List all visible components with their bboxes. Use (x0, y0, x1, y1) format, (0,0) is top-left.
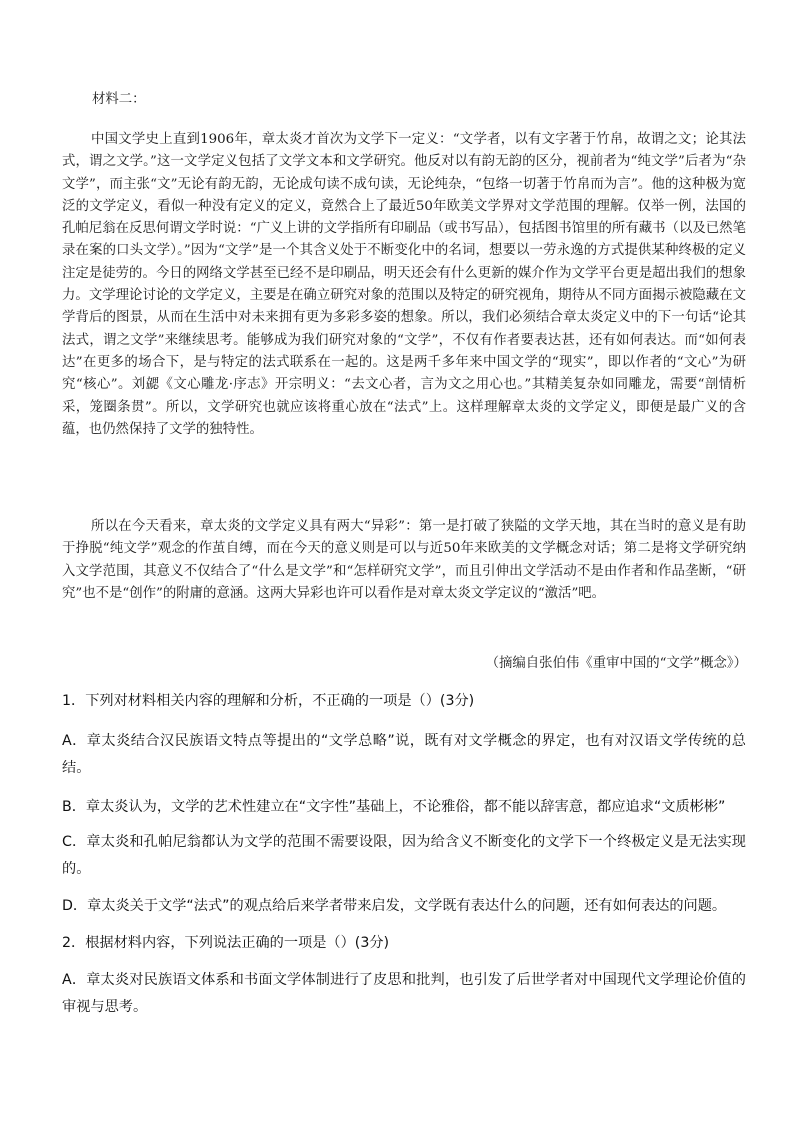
question-2-option-a: A．章太炎对民族语文体系和书面文学体制进行了皮思和批判，也引发了后世学者对中国现代文学理论价值的审视与思考。 (62, 972, 746, 1015)
material-paragraph-1: 中国文学史上直到1906年，章太炎才首次为文学下一定义：“文学者，以有文字著于竹帛，故谓之文；论其法式，谓之文学。”这一文学定义包括了文学文本和文学研究。他反对以有韵无韵的区分，视前者为“纯文学”后者为“杂文学”，而主张“文”无论有韵无韵，无论成句读不成句读，无论纯杂，“包络一切著于竹帛而为言”。他的这种极为宽泛的文学定义，看似一种没有定义的定义，竟然合上了最近50年欧美文学界对文学范围的理解。仅举一例，法国的孔帕尼翁在反思何谓文学时说：“广义上讲的文学指所有印刷品（或书写品），包括图书馆里的所有藏书（以及已然笔录在案的口头文学）。”因为“文学”是一个其含义处于不断变化中的名词，想要以一劳永逸的方式提供某种终极的定义注定是徒劳的。今日的网络文学甚至已经不是印刷品，明天还会有什么更新的媒介作为文学平台更是超出我们的想象力。文学理论讨论的文学定义，主要是在确立研究对象的范围以及特定的研究视角，期待从不同方面揭示被隐藏在文学背后的图景，从而在生活中对未来拥有更为多彩多姿的想象。所以，我们必须结合章太炎定义中的下一句话“论其法式，谓之文学”来继续思考。能够成为我们研究对象的“文学”，不仅有作者要表达甚，还有如何表达。而“如何表达”在更多的场合下，是与特定的法式联系在一起的。这是两千多年来中国文学的“现实”，即以作者的“文心”为研究“核心”。刘勰《文心雕龙·序志》开宗明义：“去文心者，言为文之用心也。”其精美复杂如同雕龙，需要“剖情析采，笼圈条贯”。所以，文学研究也就应该将重心放在“法式”上。这样理解章太炎的文学定义，即便是最广义的含蕴，也仍然保持了文学的独特性。 (62, 132, 746, 437)
question-2-stem: 2．根据材料内容，下列说法正确的一项是（）(3分) (62, 935, 390, 951)
source-citation: （摘编自张伯伟《重审中国的“文学”概念》） (485, 656, 747, 671)
material-paragraph-2: 所以在今天看来，章太炎的文学定义具有两大“异彩”：第一是打破了狭隘的文学天地，其在当时的意义是有助于挣脱“纯文学”观念的作茧自缚，而在今天的意义则是可以与近50年来欧美的文学概念对话；第二是将文学研究纳入文学范围，其意义不仅结合了“什么是文学”和“怎样研究文学”，而且引伸出文学活动不是由作者和作品垄断，“研究”也不是“创作”的附庸的意涵。这两大异彩也许可以看作是对章太炎文学定议的“激活”吧。 (62, 519, 746, 601)
material-heading: 材料二： (92, 92, 146, 107)
question-1-option-c: C．章太炎和孔帕尼翁都认为文学的范围不需要设限，因为给含义不断变化的文学下一个终极定义是无法实现的。 (62, 834, 746, 877)
question-1-option-d: D．章太炎关于文学“法式”的观点给后来学者带来启发，文学既有表达什么的问题，还有如何表达的问题。 (62, 898, 727, 914)
question-1-stem: 1．下列对材料相关内容的理解和分析，不正确的一项是（）(3分) (62, 693, 475, 709)
question-1-option-a: A．章太炎结合汉民族语文特点等提出的“文学总略”说，既有对文学概念的界定，也有对汉语文学传统的总结。 (62, 733, 746, 776)
question-1-option-b: B．章太炎认为，文学的艺术性建立在“文字性”基础上，不论雅俗，都不能以辞害意，都应追求“文质彬彬” (62, 799, 726, 815)
